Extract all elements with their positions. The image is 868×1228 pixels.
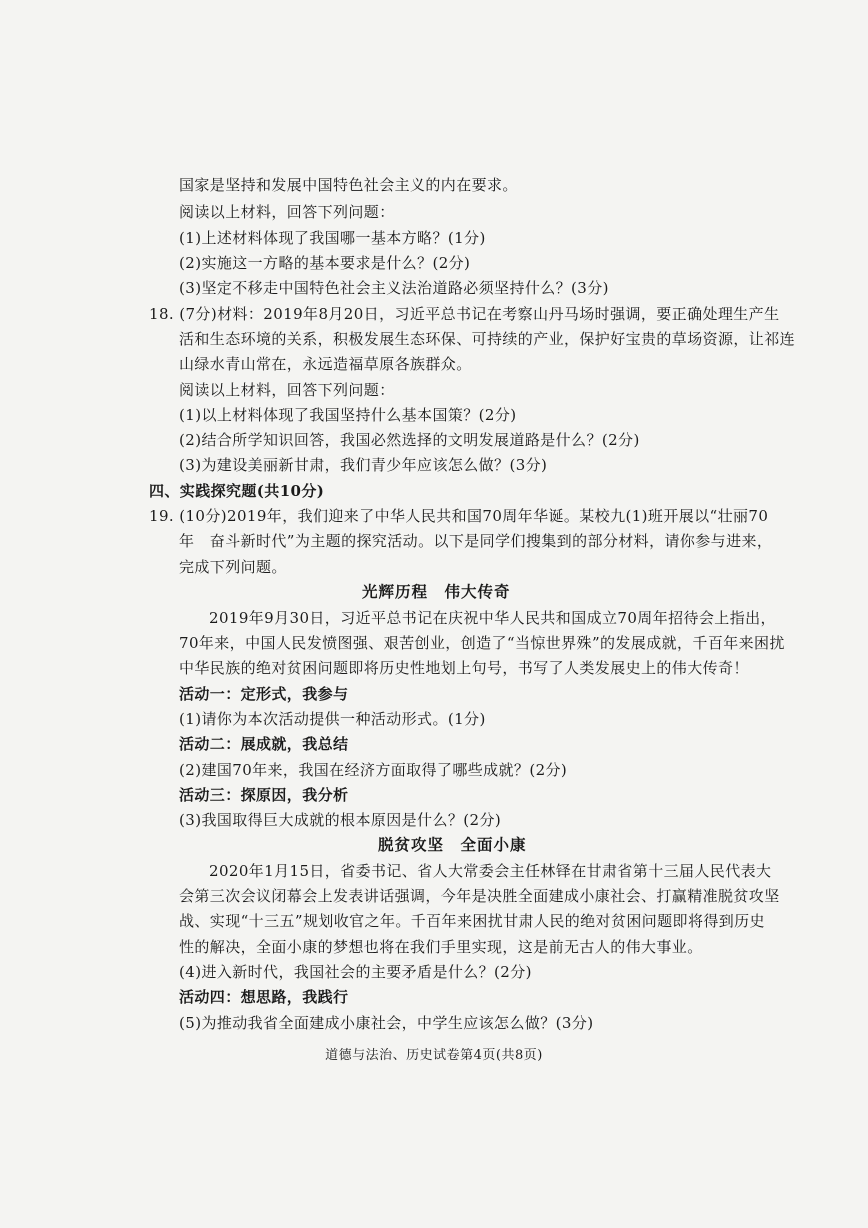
q19-line1: 19. (10分)2019年，我们迎来了中华人民共和国70周年华诞。某校九(1)班开展以“壮丽70 — [149, 507, 769, 525]
activity3-title: 活动三：探原因，我分析 — [179, 786, 349, 804]
material2-line1: 2020年1月15日，省委书记、省人大常委会主任林铎在甘肃省第十三届人民代表大 — [209, 862, 772, 880]
material2-line4: 性的解决，全面小康的梦想也将在我们手里实现，这是前无古人的伟大事业。 — [179, 938, 703, 956]
q18-prompt: 阅读以上材料，回答下列问题： — [179, 381, 395, 399]
q17-sub1: (1)上述材料体现了我国哪一基本方略？(1分) — [179, 229, 486, 247]
page-footer: 道德与法治、历史试卷第4页(共8页) — [325, 1048, 543, 1063]
q19-sub1: (1)请你为本次活动提供一种活动形式。(1分) — [179, 710, 486, 728]
q19-sub5: (5)为推动我省全面建成小康社会，中学生应该怎么做？(3分) — [179, 1014, 594, 1032]
activity4-title: 活动四：想思路，我践行 — [179, 988, 349, 1006]
q17-sub2: (2)实施这一方略的基本要求是什么？(2分) — [179, 254, 471, 272]
q18-sub3: (3)为建设美丽新甘肃，我们青少年应该怎么做？(3分) — [179, 456, 548, 474]
q17-sub3: (3)坚定不移走中国特色社会主义法治道路必须坚持什么？(3分) — [179, 279, 609, 297]
material2-line2: 会第三次会议闭幕会上发表讲话强调，今年是决胜全面建成小康社会、打赢精准脱贫攻坚 — [179, 887, 780, 905]
material1-line2: 70年来，中国人民发愤图强、艰苦创业，创造了“当惊世界殊”的发展成就，千百年来困扰 — [179, 634, 785, 652]
q18-sub2: (2)结合所学知识回答，我国必然选择的文明发展道路是什么？(2分) — [179, 431, 640, 449]
q18-line2: 活和生态环境的关系，积极发展生态环保、可持续的产业，保护好宝贵的草场资源，让祁连 — [179, 330, 796, 348]
q18-line3: 山绿水青山常在，永远造福草原各族群众。 — [179, 355, 472, 373]
material-heading-2: 脱贫攻坚 全面小康 — [378, 835, 527, 854]
q17-prompt: 阅读以上材料，回答下列问题： — [179, 203, 395, 221]
q19-sub3: (3)我国取得巨大成就的根本原因是什么？(2分) — [179, 811, 502, 829]
q18-line1: 18. (7分)材料：2019年8月20日，习近平总书记在考察山丹马场时强调，要正确处理生产生 — [149, 305, 780, 323]
q19-line2: 年 奋斗新时代”为主题的探究活动。以下是同学们搜集到的部分材料，请你参与进来， — [179, 532, 773, 550]
material1-line3: 中华民族的绝对贫困问题即将历史性地划上句号，书写了人类发展史上的伟大传奇！ — [179, 659, 749, 677]
intro-line: 国家是坚持和发展中国特色社会主义的内在要求。 — [179, 176, 518, 194]
activity1-title: 活动一：定形式，我参与 — [179, 685, 349, 703]
material1-line1: 2019年9月30日，习近平总书记在庆祝中华人民共和国成立70周年招待会上指出， — [209, 609, 776, 627]
activity2-title: 活动二：展成就，我总结 — [179, 735, 349, 753]
section4-title: 四、实践探究题(共10分) — [149, 482, 325, 500]
q19-sub4: (4)进入新时代，我国社会的主要矛盾是什么？(2分) — [179, 963, 532, 981]
material2-line3: 战、实现“十三五”规划收官之年。千百年来困扰甘肃人民的绝对贫困问题即将得到历史 — [179, 912, 765, 930]
material-heading-1: 光辉历程 伟大传奇 — [362, 582, 511, 601]
q19-sub2: (2)建国70年来，我国在经济方面取得了哪些成就？(2分) — [179, 761, 568, 779]
q19-line3: 完成下列问题。 — [179, 558, 287, 576]
q18-sub1: (1)以上材料体现了我国坚持什么基本国策？(2分) — [179, 406, 517, 424]
